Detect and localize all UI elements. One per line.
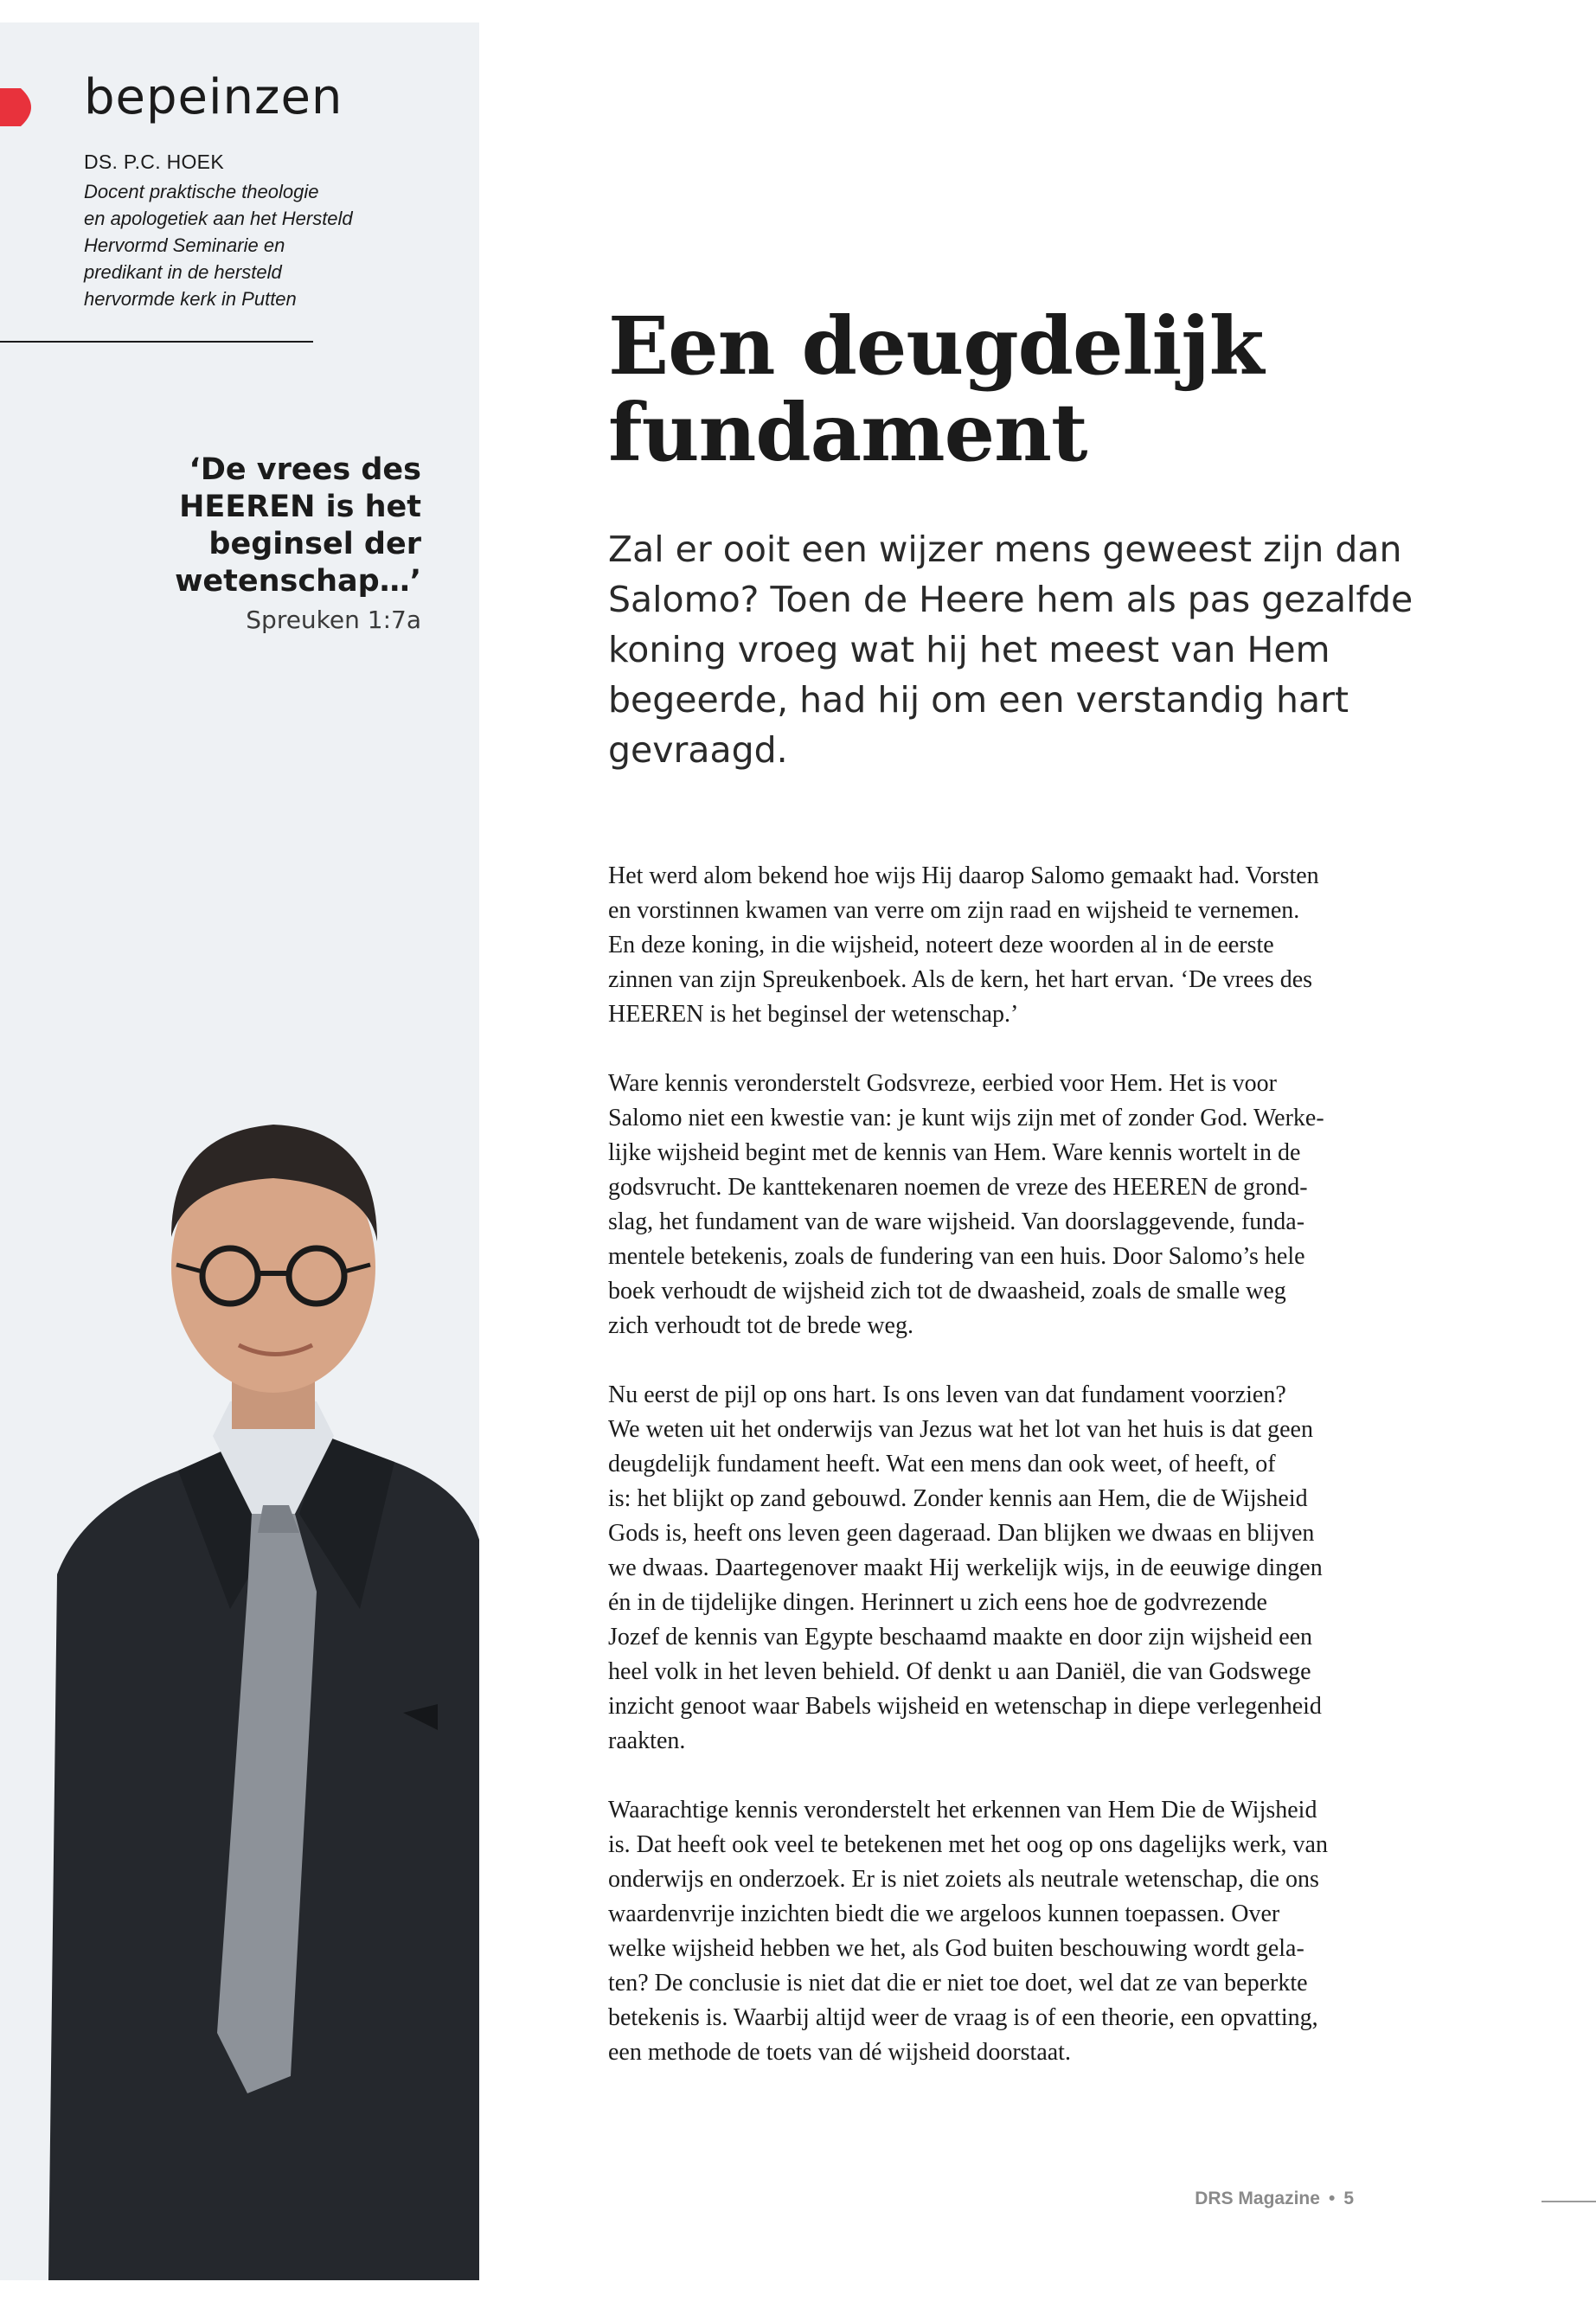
body-line: heel volk in het leven behield. Of denkt u aan Daniël, die van Godswege	[608, 1658, 1311, 1685]
body-line: Jozef de kennis van Egypte beschaamd maakte en door zijn wijsheid een	[608, 1624, 1313, 1650]
body-line: Gods is, heeft ons leven geen dageraad. Dan blijken we dwaas en blijven	[608, 1520, 1315, 1547]
author-bio-line: Docent praktische theologie	[84, 181, 319, 202]
body-line: Nu eerst de pijl op ons hart. Is ons leven van dat fundament voorzien?	[608, 1381, 1286, 1408]
body-paragraph	[608, 1378, 1421, 1759]
body-paragraph	[608, 1793, 1421, 2070]
body-line: HEEREN is het beginsel der wetenschap.’	[608, 1001, 1019, 1028]
body-line: is: het blijkt op zand gebouwd. Zonder kennis aan Hem, die de Wijsheid	[608, 1485, 1308, 1512]
author-bio-line: hervormde kerk in Putten	[84, 288, 297, 310]
pull-quote-line: ‘De vrees des	[189, 452, 421, 487]
title-line: Een deugdelijk	[608, 299, 1264, 393]
body-line: mentele betekenis, zoals de fundering van een huis. Door Salomo’s hele	[608, 1243, 1305, 1270]
pull-quote	[93, 452, 421, 634]
intro-line: Salomo? Toen de Heere hem als pas gezalfde	[608, 579, 1413, 620]
title-line: fundament	[608, 386, 1087, 479]
body-line: godsvrucht. De kanttekenaren noemen de vreze des HEEREN de grond-	[608, 1174, 1308, 1201]
body-line: Ware kennis veronderstelt Godsvreze, eerbied voor Hem. Het is voor	[608, 1070, 1277, 1097]
body-line: én in de tijdelijke dingen. Herinnert u zich eens hoe de godvrezende	[608, 1589, 1267, 1616]
page-footer	[1195, 2189, 1354, 2209]
author-photo	[31, 952, 479, 2280]
body-line: onderwijs en onderzoek. Er is niet zoiets als neutrale wetenschap, die ons	[608, 1866, 1319, 1893]
pull-quote-line: HEEREN is het	[179, 490, 421, 524]
body-line: Salomo niet een kwestie van: je kunt wijs zijn met of zonder God. Werke-	[608, 1105, 1324, 1131]
body-line: en vorstinnen kwamen van verre om zijn raad en wijsheid te vernemen.	[608, 897, 1300, 924]
body-line: een methode de toets van dé wijsheid doorstaat.	[608, 2039, 1071, 2066]
body-line: is. Dat heeft ook veel te betekenen met het oog op ons dagelijks werk, van	[608, 1831, 1328, 1858]
body-line: We weten uit het onderwijs van Jezus wat het lot van het huis is dat geen	[608, 1416, 1313, 1443]
pull-quote-line: wetenschap…’	[175, 564, 421, 599]
footer-separator: •	[1328, 2189, 1336, 2208]
body-line: zich verhoudt tot de brede weg.	[608, 1312, 913, 1339]
intro-line: gevraagd.	[608, 729, 788, 771]
section-marker-icon	[0, 83, 43, 131]
body-line: En deze koning, in die wijsheid, noteert deze woorden al in de eerste	[608, 932, 1274, 958]
body-line: betekenis is. Waarbij altijd weer de vraag is of een theorie, een opvatting,	[608, 2004, 1318, 2031]
body-line: Waarachtige kennis veronderstelt het erkennen van Hem Die de Wijsheid	[608, 1797, 1317, 1823]
article-body	[608, 859, 1421, 2105]
author-name: DS. P.C. HOEK	[84, 151, 224, 173]
page-title	[608, 299, 1264, 479]
body-line: ten? De conclusie is niet dat die er niet toe doet, wel dat ze van beperkte	[608, 1970, 1308, 1997]
divider	[0, 341, 313, 343]
intro-line: begeerde, had hij om een verstandig hart	[608, 679, 1349, 721]
body-line: deugdelijk fundament heeft. Wat een mens dan ook weet, of heeft, of	[608, 1451, 1276, 1477]
body-line: Het werd alom bekend hoe wijs Hij daarop Salomo gemaakt had. Vorsten	[608, 862, 1319, 889]
intro-line: koning vroeg wat hij het meest van Hem	[608, 629, 1330, 670]
body-line: inzicht genoot waar Babels wijsheid en wetenschap in diepe verlegenheid	[608, 1693, 1322, 1720]
magazine-name: DRS Magazine	[1195, 2189, 1320, 2208]
body-line: lijke wijsheid begint met de kennis van Hem. Ware kennis wortelt in de	[608, 1139, 1301, 1166]
author-bio-line: en apologetiek aan het Hersteld	[84, 208, 353, 229]
body-line: welke wijsheid hebben we het, als God buiten beschouwing wordt gela-	[608, 1935, 1304, 1962]
body-line: slag, het fundament van de ware wijsheid. Van doorslaggevende, funda-	[608, 1208, 1305, 1235]
pull-quote-reference: Spreuken 1:7a	[246, 606, 421, 634]
page-number: 5	[1343, 2189, 1354, 2208]
author-bio-line: Hervormd Seminarie en	[84, 234, 285, 256]
article-intro	[608, 524, 1473, 775]
body-line: waardenvrije inzichten biedt die we argeloos kunnen toepassen. Over	[608, 1900, 1280, 1927]
body-line: zinnen van zijn Spreukenboek. Als de kern, het hart ervan. ‘De vrees des	[608, 966, 1313, 993]
section-label: bepeinzen	[84, 69, 343, 125]
body-line: raakten.	[608, 1727, 686, 1754]
footer-rule	[1542, 2201, 1596, 2202]
pull-quote-line: beginsel der	[208, 527, 421, 561]
author-bio-line: predikant in de hersteld	[84, 261, 282, 283]
body-paragraph	[608, 859, 1421, 1032]
body-line: we dwaas. Daartegenover maakt Hij werkelijk wijs, in de eeuwige dingen	[608, 1554, 1323, 1581]
body-paragraph	[608, 1067, 1421, 1343]
body-line: boek verhoudt de wijsheid zich tot de dwaasheid, zoals de smalle weg	[608, 1278, 1286, 1304]
author-bio	[84, 178, 395, 312]
intro-line: Zal er ooit een wijzer mens geweest zijn dan	[608, 529, 1402, 570]
